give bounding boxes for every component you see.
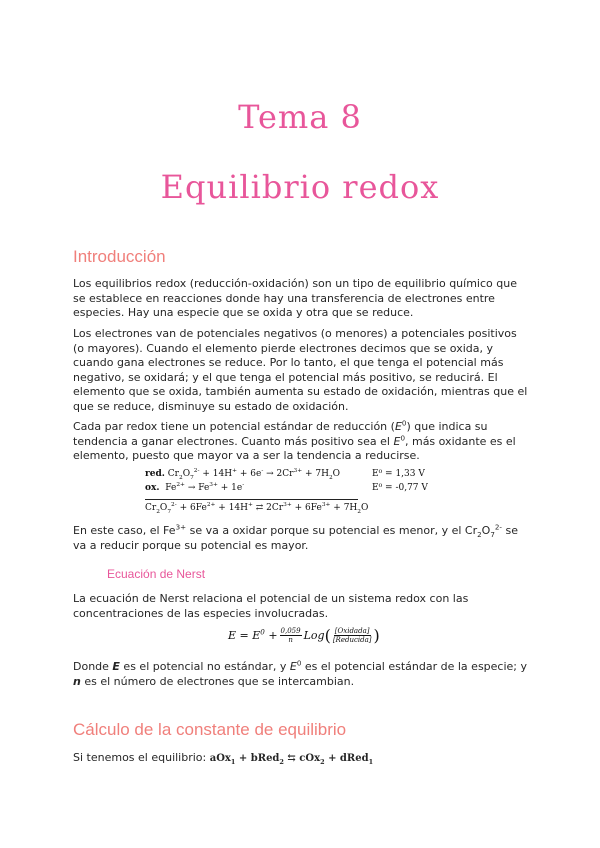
paragraph-intro-1: Los equilibrios redox (reducción-oxidación) son un tipo de equilibrio químico que se establece en reacciones donde hay una transferencia de electrones entre especies. Hay una especie que se oxida y otra que se reduce. <box>73 277 517 320</box>
paragraph-equilibrio: Si tenemos el equilibrio: aOx$_1$ + bRed$_2$ ⇆ cOx$_2$ + dRed$_1$ <box>73 751 374 766</box>
paragraph-intro-2: Los electrones van de potenciales negativos (o menores) a potenciales positivos (o mayores). Cuando el elemento pierde electrones decimos que se oxida, y cuando gana electrones se reduce. Por lo tanto, el que tenga el potencial más negativo, se oxidará; y el que tenga el potencial más positivo, se reducirá. El elemento que se oxida, también aumenta su estado de oxidación, mientras que el que se reduce, disminuye su estado de oxidación. <box>73 327 528 413</box>
reaction-global: $Cr_2O_7^{2-} + 6Fe^{2+} + 14H^+$ ⇄ $2Cr^{3+} + 6Fe^{3+} + 7H_2O$ <box>145 502 369 515</box>
heading-ecuacion-nerst: Ecuación de Nerst <box>107 567 206 581</box>
reaction-reduction-potential: E⁰ = 1,33 V <box>372 469 425 479</box>
reaction-reduction: red. $Cr_2O_7^{2-} + 14H^+ + 6e^- \to 2Cr^{3+} + 7H_2O$ <box>145 468 341 481</box>
paragraph-intro-3: Cada par redox tiene un potencial estándar de reducción $(E^0)$ que indica su tendencia a ganar electrones. Cuanto más positivo sea el $E^0$, más oxidante es el elemento, puesto que mayor va a ser la tendencia a reducirse. <box>73 418 516 463</box>
nerst-formula: $E = E^0$ + $\frac{0,059}{n}$ Log ( $\frac{\text{[Oxidada]}}{\text{[Reducida]}}$ ) <box>228 626 380 645</box>
paragraph-intro-4: En este caso, el $Fe^{3+}$ se va a oxidar porque su potencial es menor, y el $Cr_2O_7^{2-}$ se va a reducir porque su potencial es mayor. <box>73 522 519 552</box>
page-title: Tema 8 <box>238 98 362 136</box>
reaction-oxidation-potential: E⁰ = -0,77 V <box>372 483 428 493</box>
reaction-oxidation: ox. $Fe^{2+} \to Fe^{3+} + 1e^-$ <box>145 482 245 493</box>
heading-constante-equilibrio: Cálculo de la constante de equilibrio <box>73 720 347 739</box>
heading-introduccion: Introducción <box>73 247 166 266</box>
reaction-divider <box>145 499 358 500</box>
paragraph-nerst-1: La ecuación de Nerst relaciona el potencial de un sistema redox con las concentraciones de las especies involucradas. <box>73 592 469 620</box>
paragraph-nerst-2: Donde E es el potencial no estándar, y $E^0$ es el potencial estándar de la especie; y n es el número de electrones que se intercambian. <box>73 658 528 688</box>
page-subtitle: Equilibrio redox <box>160 168 440 206</box>
